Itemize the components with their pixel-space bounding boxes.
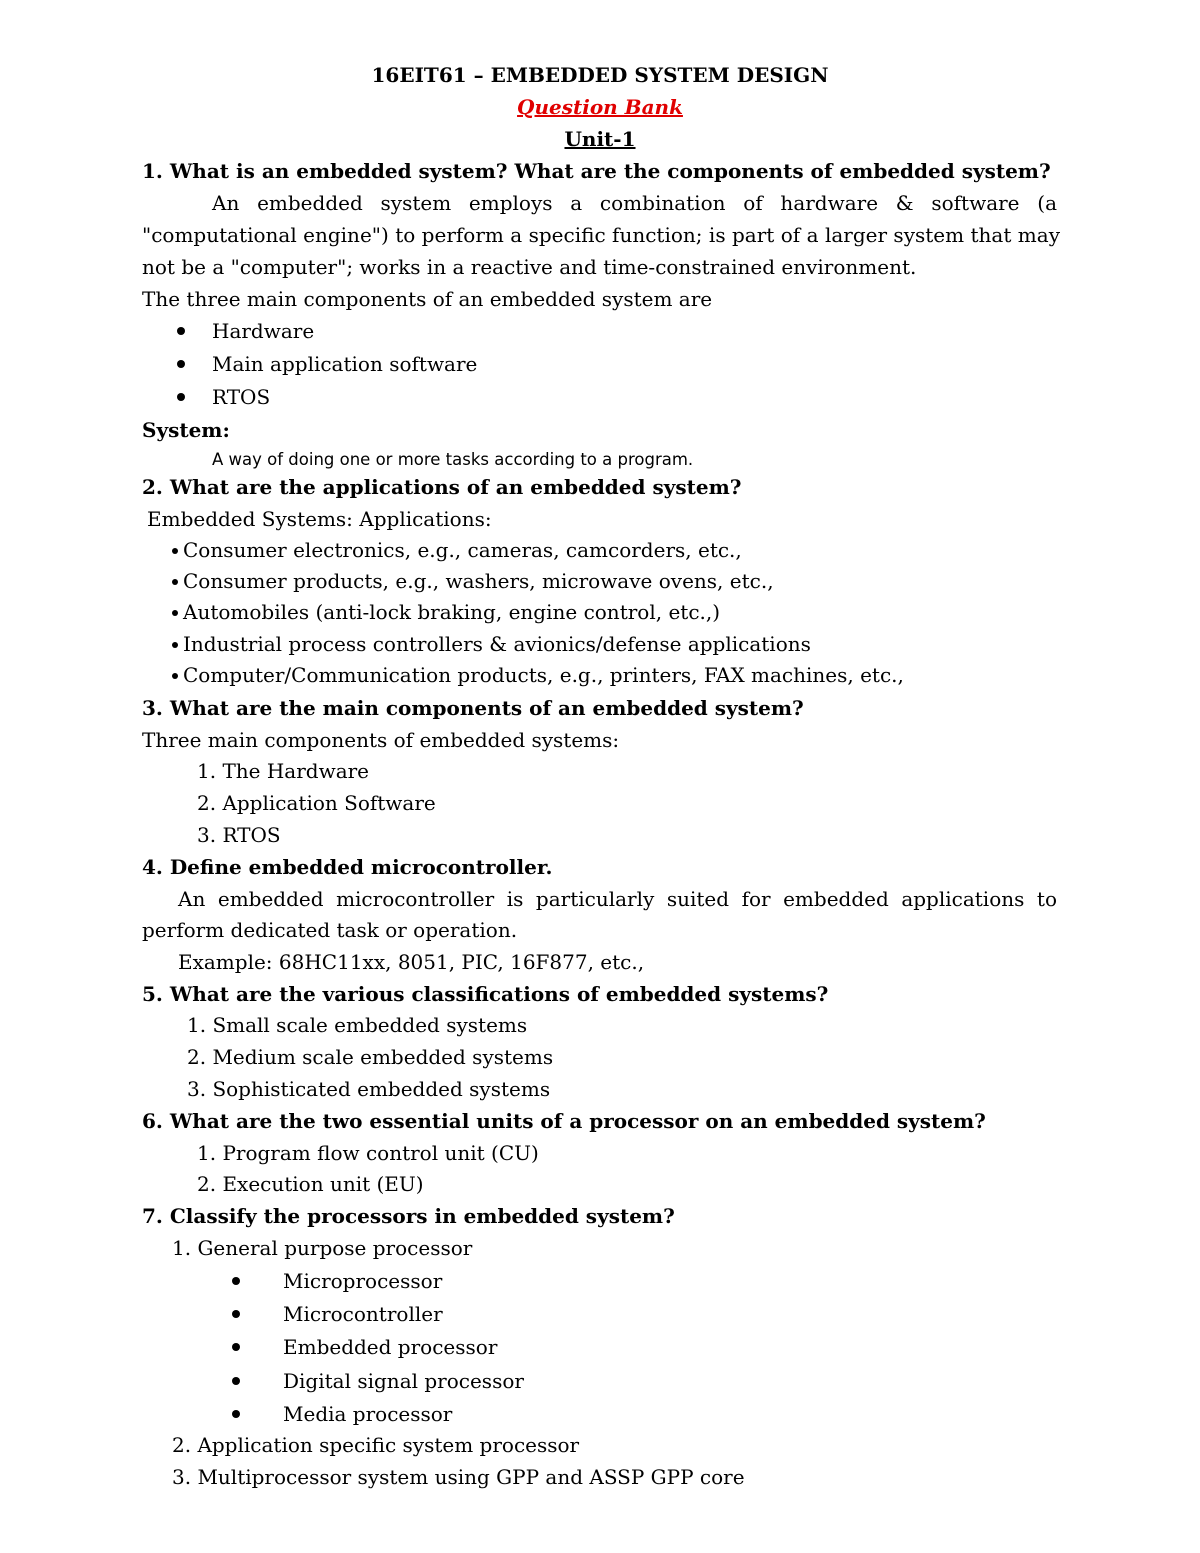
q5-list-item: 1. Small scale embedded systems [187, 1013, 528, 1037]
question-6: 6. What are the two essential units of a processor on an embedded system? [142, 1109, 986, 1133]
q6-list-item: 1. Program flow control unit (CU) [197, 1141, 539, 1165]
subtitle-text: Question Bank [517, 95, 683, 119]
q7-processor-item: Media processor [283, 1402, 453, 1426]
q4-answer-line-2: perform dedicated task or operation. [142, 918, 518, 942]
unit-heading [0, 129, 1200, 149]
q6-list-item: 2. Execution unit (EU) [197, 1172, 424, 1196]
unit-text: Unit-1 [564, 127, 636, 151]
bullet-icon [232, 1343, 240, 1351]
question-7: 7. Classify the processors in embedded system? [142, 1204, 675, 1228]
q7-processor-item: Embedded processor [283, 1335, 498, 1359]
q7-application-specific: 2. Application specific system processor [172, 1433, 580, 1457]
q4-answer-line-1: An embedded microcontroller is particularly suited for embedded applications to [178, 887, 1057, 911]
q5-list-item: 3. Sophisticated embedded systems [187, 1077, 551, 1101]
q4-example: Example: 68HC11xx, 8051, PIC, 16F877, etc., [178, 950, 645, 974]
q1-component-item: Hardware [212, 319, 315, 343]
bullet-icon [232, 1277, 240, 1285]
bullet-icon [232, 1377, 240, 1385]
bullet-icon [172, 642, 178, 648]
q7-processor-item: Microcontroller [283, 1302, 443, 1326]
page-subtitle [0, 97, 1200, 117]
q2-application-item: Computer/Communication products, e.g., printers, FAX machines, etc., [183, 663, 904, 687]
bullet-icon [172, 610, 178, 616]
q7-general-purpose: 1. General purpose processor [172, 1236, 473, 1260]
question-5: 5. What are the various classifications of embedded systems? [142, 982, 829, 1006]
bullet-icon [177, 360, 185, 368]
q3-list-item: 3. RTOS [197, 823, 281, 847]
q1-answer-line-2: "computational engine") to perform a specific function; is part of a larger system that may [142, 223, 1060, 247]
q3-intro: Three main components of embedded systems: [142, 728, 620, 752]
bullet-icon [232, 1310, 240, 1318]
bullet-icon [172, 673, 178, 679]
q5-list-item: 2. Medium scale embedded systems [187, 1045, 554, 1069]
system-definition: A way of doing one or more tasks according to a program. [212, 450, 694, 469]
system-label: System: [142, 418, 230, 442]
q1-answer-line-1: An embedded system employs a combination of hardware & software (a [212, 191, 1057, 215]
question-1: 1. What is an embedded system? What are the components of embedded system? [142, 159, 1051, 183]
bullet-icon [172, 579, 178, 585]
question-2: 2. What are the applications of an embedded system? [142, 475, 742, 499]
q1-components-intro: The three main components of an embedded system are [142, 287, 713, 311]
q1-answer-line-3: not be a "computer"; works in a reactive and time-constrained environment. [142, 255, 917, 279]
question-4: 4. Define embedded microcontroller. [142, 855, 553, 879]
course-title: 16EIT61 – EMBEDDED SYSTEM DESIGN [371, 63, 829, 87]
q2-intro: Embedded Systems: Applications: [147, 507, 492, 531]
q2-application-item: Consumer electronics, e.g., cameras, camcorders, etc., [183, 538, 742, 562]
bullet-icon [177, 393, 185, 401]
q1-component-item: Main application software [212, 352, 478, 376]
question-3: 3. What are the main components of an embedded system? [142, 696, 804, 720]
q2-application-item: Automobiles (anti-lock braking, engine control, etc.,) [183, 600, 721, 624]
bullet-icon [177, 327, 185, 335]
q2-application-item: Consumer products, e.g., washers, microwave ovens, etc., [183, 569, 774, 593]
q3-list-item: 1. The Hardware [197, 759, 370, 783]
bullet-icon [232, 1410, 240, 1418]
q7-multiprocessor: 3. Multiprocessor system using GPP and ASSP GPP core [172, 1465, 745, 1489]
q1-component-item: RTOS [212, 385, 271, 409]
bullet-icon [172, 548, 178, 554]
q7-processor-item: Microprocessor [283, 1269, 443, 1293]
q3-list-item: 2. Application Software [197, 791, 436, 815]
q7-processor-item: Digital signal processor [283, 1369, 524, 1393]
q2-application-item: Industrial process controllers & avionics/defense applications [183, 632, 811, 656]
